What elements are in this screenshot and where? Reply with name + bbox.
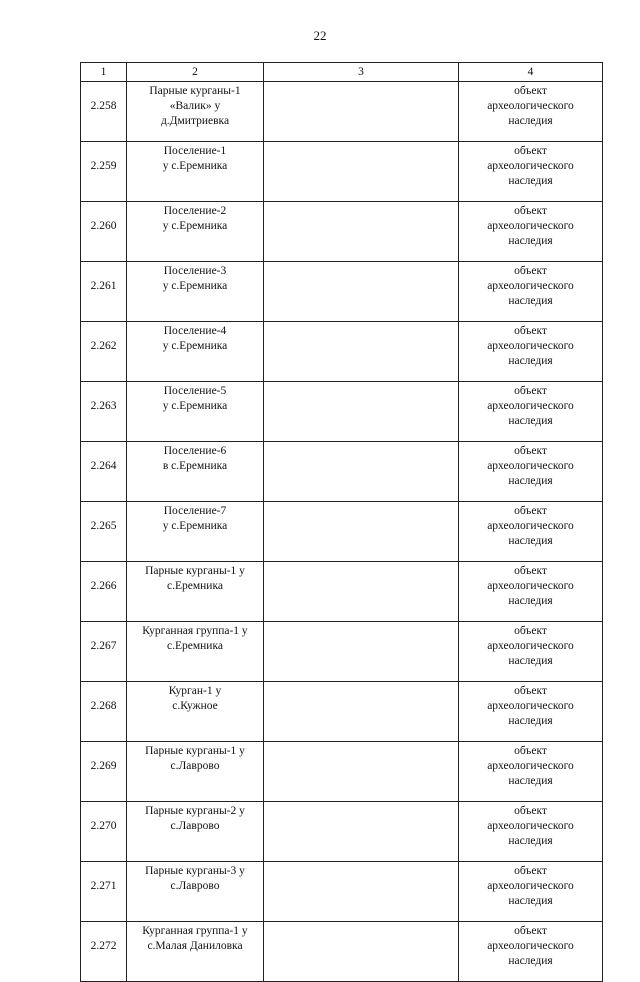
object-type-line: археологического bbox=[487, 580, 574, 592]
column-3-cell bbox=[264, 622, 459, 682]
object-type-line: объект bbox=[514, 625, 547, 637]
object-type-cell bbox=[459, 622, 603, 682]
table-row bbox=[81, 862, 603, 922]
column-3-cell bbox=[264, 82, 459, 142]
object-name-line: «Валик» у bbox=[169, 100, 221, 112]
object-name-line: у с.Еремника bbox=[162, 340, 228, 352]
table-row bbox=[81, 382, 603, 442]
object-type-cell bbox=[459, 742, 603, 802]
object-type-line: наследия bbox=[508, 295, 553, 307]
column-header-2: 2 bbox=[127, 63, 264, 82]
object-type-line: наследия bbox=[508, 415, 553, 427]
table-row bbox=[81, 742, 603, 802]
object-name-line: Поселение-2 bbox=[163, 205, 227, 217]
row-number-cell: 2.261 bbox=[81, 262, 127, 322]
object-name-cell bbox=[127, 142, 264, 202]
column-header-3: 3 bbox=[264, 63, 459, 82]
object-type-line: археологического bbox=[487, 220, 574, 232]
object-type-line: наследия bbox=[508, 775, 553, 787]
object-type-line: наследия bbox=[508, 175, 553, 187]
object-name-line: у с.Еремника bbox=[162, 280, 228, 292]
page-number: 22 bbox=[313, 28, 327, 43]
object-type-cell bbox=[459, 262, 603, 322]
object-type-line: наследия bbox=[508, 595, 553, 607]
table-row bbox=[81, 562, 603, 622]
row-number-cell: 2.259 bbox=[81, 142, 127, 202]
object-name-cell bbox=[127, 562, 264, 622]
object-type-cell bbox=[459, 502, 603, 562]
object-type-line: объект bbox=[514, 805, 547, 817]
object-type-line: археологического bbox=[487, 160, 574, 172]
object-type-line: наследия bbox=[508, 235, 553, 247]
table-row bbox=[81, 142, 603, 202]
object-type-line: объект bbox=[514, 205, 547, 217]
row-number-cell: 2.269 bbox=[81, 742, 127, 802]
object-type-cell bbox=[459, 82, 603, 142]
table-row bbox=[81, 442, 603, 502]
object-type-line: археологического bbox=[487, 640, 574, 652]
object-name-line: в с.Еремника bbox=[162, 460, 228, 472]
object-type-line: наследия bbox=[508, 475, 553, 487]
object-name-cell bbox=[127, 802, 264, 862]
object-type-cell bbox=[459, 862, 603, 922]
object-name-line: у с.Еремника bbox=[162, 160, 228, 172]
object-type-cell bbox=[459, 142, 603, 202]
object-name-cell bbox=[127, 922, 264, 982]
object-type-cell bbox=[459, 322, 603, 382]
table-row bbox=[81, 262, 603, 322]
object-type-line: археологического bbox=[487, 100, 574, 112]
object-name-line: Поселение-5 bbox=[163, 385, 227, 397]
object-type-line: наследия bbox=[508, 895, 553, 907]
object-type-line: объект bbox=[514, 265, 547, 277]
object-type-cell bbox=[459, 382, 603, 442]
row-number-cell: 2.267 bbox=[81, 622, 127, 682]
object-name-cell bbox=[127, 82, 264, 142]
table-row bbox=[81, 502, 603, 562]
row-number-cell: 2.263 bbox=[81, 382, 127, 442]
column-3-cell bbox=[264, 562, 459, 622]
object-type-line: объект bbox=[514, 565, 547, 577]
row-number-cell: 2.262 bbox=[81, 322, 127, 382]
object-name-cell bbox=[127, 622, 264, 682]
column-3-cell bbox=[264, 202, 459, 262]
object-name-line: с.Еремника bbox=[167, 580, 223, 592]
object-type-line: объект bbox=[514, 925, 547, 937]
object-name-line: Поселение-1 bbox=[163, 145, 227, 157]
object-name-line: Парные курганы-1 bbox=[149, 85, 241, 97]
row-number-cell: 2.272 bbox=[81, 922, 127, 982]
column-3-cell bbox=[264, 922, 459, 982]
object-type-line: археологического bbox=[487, 940, 574, 952]
column-header-1: 1 bbox=[81, 63, 127, 82]
object-name-line: Курганная группа-1 у bbox=[142, 625, 248, 637]
object-name-line: у с.Еремника bbox=[162, 220, 228, 232]
object-type-line: наследия bbox=[508, 955, 553, 967]
column-3-cell bbox=[264, 502, 459, 562]
object-type-line: наследия bbox=[508, 835, 553, 847]
object-type-line: археологического bbox=[487, 520, 574, 532]
row-number-cell: 2.260 bbox=[81, 202, 127, 262]
column-3-cell bbox=[264, 262, 459, 322]
heritage-objects-table bbox=[80, 62, 603, 982]
table-row bbox=[81, 682, 603, 742]
object-type-line: наследия bbox=[508, 655, 553, 667]
object-name-cell bbox=[127, 322, 264, 382]
column-3-cell bbox=[264, 742, 459, 802]
object-type-cell bbox=[459, 562, 603, 622]
object-name-cell bbox=[127, 502, 264, 562]
object-type-cell bbox=[459, 442, 603, 502]
object-type-line: наследия bbox=[508, 115, 553, 127]
column-3-cell bbox=[264, 382, 459, 442]
object-name-line: с.Кужное bbox=[172, 700, 218, 712]
object-name-line: Парные курганы-3 у bbox=[145, 865, 245, 877]
column-3-cell bbox=[264, 442, 459, 502]
object-name-line: с.Лаврово bbox=[170, 820, 220, 832]
object-type-line: объект bbox=[514, 745, 547, 757]
object-name-cell bbox=[127, 442, 264, 502]
column-3-cell bbox=[264, 322, 459, 382]
object-name-line: с.Лаврово bbox=[170, 880, 220, 892]
object-type-line: наследия bbox=[508, 715, 553, 727]
object-name-line: у с.Еремника bbox=[162, 400, 228, 412]
object-type-line: археологического bbox=[487, 820, 574, 832]
object-type-line: объект bbox=[514, 505, 547, 517]
object-type-line: объект bbox=[514, 445, 547, 457]
column-3-cell bbox=[264, 802, 459, 862]
object-name-line: Парные курганы-1 у bbox=[145, 565, 245, 577]
object-type-line: археологического bbox=[487, 700, 574, 712]
object-name-line: Поселение-4 bbox=[163, 325, 227, 337]
object-name-line: с.Малая Даниловка bbox=[147, 940, 243, 952]
object-type-line: археологического bbox=[487, 760, 574, 772]
table-body bbox=[81, 82, 603, 982]
row-number-cell: 2.266 bbox=[81, 562, 127, 622]
table-header-row bbox=[81, 63, 603, 82]
object-name-line: Поселение-6 bbox=[163, 445, 227, 457]
table-row bbox=[81, 622, 603, 682]
column-3-cell bbox=[264, 682, 459, 742]
object-name-line: Поселение-3 bbox=[163, 265, 227, 277]
object-type-line: археологического bbox=[487, 880, 574, 892]
object-name-cell bbox=[127, 742, 264, 802]
object-type-line: археологического bbox=[487, 280, 574, 292]
table-row bbox=[81, 322, 603, 382]
object-name-line: Курган-1 у bbox=[168, 685, 222, 697]
row-number-cell: 2.265 bbox=[81, 502, 127, 562]
column-3-cell bbox=[264, 862, 459, 922]
object-name-line: Парные курганы-1 у bbox=[145, 745, 245, 757]
object-type-line: объект bbox=[514, 325, 547, 337]
row-number-cell: 2.268 bbox=[81, 682, 127, 742]
object-type-line: объект bbox=[514, 865, 547, 877]
object-type-line: наследия bbox=[508, 355, 553, 367]
object-type-cell bbox=[459, 802, 603, 862]
object-name-cell bbox=[127, 382, 264, 442]
object-name-line: Парные курганы-2 у bbox=[145, 805, 245, 817]
object-name-cell bbox=[127, 682, 264, 742]
object-name-cell bbox=[127, 862, 264, 922]
object-type-line: объект bbox=[514, 85, 547, 97]
object-name-line: Поселение-7 bbox=[163, 505, 227, 517]
object-type-line: объект bbox=[514, 145, 547, 157]
object-name-cell bbox=[127, 202, 264, 262]
object-type-line: наследия bbox=[508, 535, 553, 547]
column-header-4: 4 bbox=[459, 63, 603, 82]
row-number-cell: 2.270 bbox=[81, 802, 127, 862]
table-row bbox=[81, 82, 603, 142]
object-type-cell bbox=[459, 682, 603, 742]
row-number-cell: 2.271 bbox=[81, 862, 127, 922]
table-row bbox=[81, 922, 603, 982]
table-row bbox=[81, 202, 603, 262]
object-type-line: археологического bbox=[487, 400, 574, 412]
object-name-line: д.Дмитриевка bbox=[160, 115, 230, 127]
row-number-cell: 2.264 bbox=[81, 442, 127, 502]
object-type-cell bbox=[459, 202, 603, 262]
object-type-line: археологического bbox=[487, 340, 574, 352]
object-name-line: Курганная группа-1 у bbox=[142, 925, 248, 937]
object-name-line: с.Лаврово bbox=[170, 760, 220, 772]
object-name-line: с.Еремника bbox=[167, 640, 223, 652]
object-type-line: археологического bbox=[487, 460, 574, 472]
row-number-cell: 2.258 bbox=[81, 82, 127, 142]
object-type-line: объект bbox=[514, 685, 547, 697]
column-3-cell bbox=[264, 142, 459, 202]
object-type-cell bbox=[459, 922, 603, 982]
object-name-line: у с.Еремника bbox=[162, 520, 228, 532]
object-name-cell bbox=[127, 262, 264, 322]
table-row bbox=[81, 802, 603, 862]
object-type-line: объект bbox=[514, 385, 547, 397]
